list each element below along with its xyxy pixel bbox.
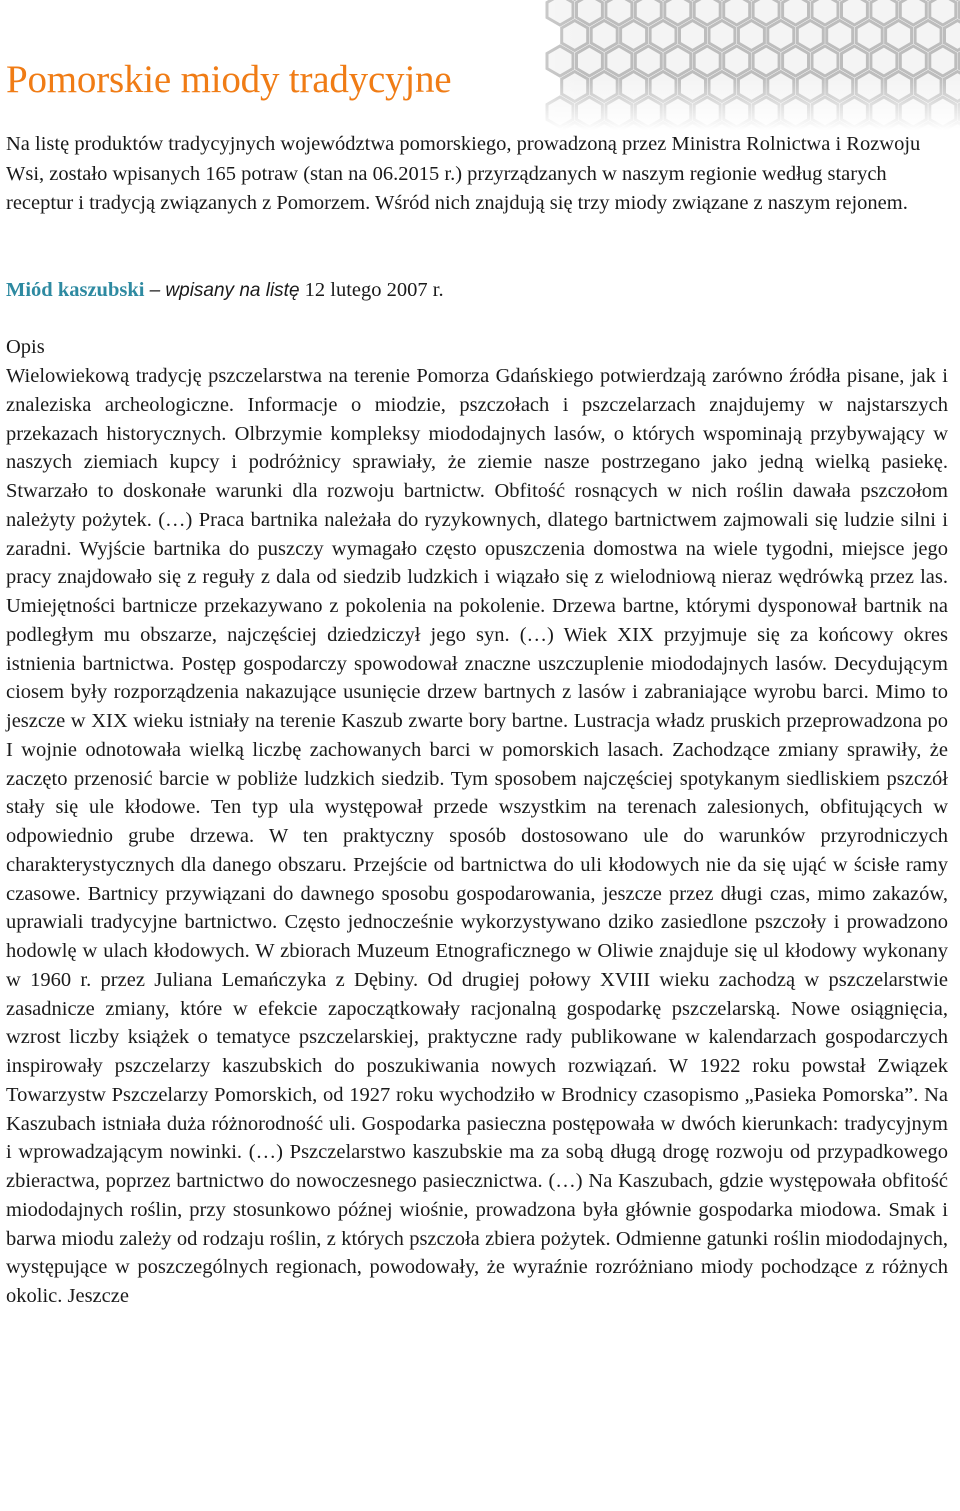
honey-added-label: – wpisany na listę <box>149 280 300 301</box>
honeycomb-decoration <box>380 0 960 130</box>
intro-paragraph: Na listę produktów tradycyjnych województwa pomorskiego, prowadzoną przez Ministra Rolnictwa i Rozwoju Wsi, zostało wpisanych 165 potraw (stan na 06.2015 r.) przyrządzanych w naszym regionie według starych receptur i tradycją związanych z Pomorzem. Wśród nich znajdują się trzy miody związane z naszym rejonem. <box>6 133 921 214</box>
page-title: Pomorskie miody tradycyjne <box>6 58 452 101</box>
honey-date: 12 lutego 2007 r. <box>304 279 444 301</box>
description-paragraph: Wielowiekową tradycję pszczelarstwa na terenie Pomorza Gdańskiego potwierdzają zarówno źródła pisane, jak i znaleziska archeologiczne. Informacje o miodzie, pszczołach i pszczelarzach znajdujemy w najstarszych przekazach historycznych. Olbrzymie kompleksy miododajnych lasów, o których wspominają przybywający w naszych ziemiach kupcy i podróżnicy sprawiały, że ziemie nasze postrzegano jako jedną wielką pasiekę. Stwarzało to doskonałe warunki dla rozwoju bartnictw. Obfitość rosnących w nich roślin dawała pszczołom należyty pożytek. (…) Praca bartnika należała do ryzykownych, dlatego bartnictwem zajmowali się ludzie silni i zaradni. Wyjście bartnika do puszczy wymagało często opuszczenia domostwa na wiele tygodni, miejsce jego pracy znajdowało się z reguły z dala od siedzib ludzkich i wiązało się z wielodniową nieraz wędrówką przez las. Umiejętności bartnicze przekazywano z pokolenia na pokolenie. Drzewa bartne, którymi dysponował bartnik na podległym mu obszarze, najczęściej dziedziczył jego syn. (…) Wiek XIX przyjmuje się za końcowy okres istnienia bartnictwa. Postęp gospodarczy spowodował znaczne uszczuplenie miododajnych lasów. Decydującym ciosem były rozporządzenia nakazujące usunięcie drzew bartnych z lasów i zabraniające wyrobu barci. Mimo to jeszcze w XIX wieku istniały na terenie Kaszub zwarte bory bartne. Lustracja władz pruskich przeprowadzona po I wojnie odnotowała wielką liczbę zachowanych barci w pomorskich lasach. Zachodzące zmiany sprawiły, że zaczęto przenosić barcie w pobliże ludzkich siedzib. Tym sposobem najczęściej spotykanym siedliskiem pszczół stały się ule kłodowe. Ten typ ula występował przede wszystkim na terenach zalesionych, obfitujących w odpowiednio grube drzewa. W ten praktyczny sposób dostosowano ule do warunków przyrodniczych charakterystycznych dla danego obszaru. Przejście od bartnictwa do uli kłodowych nie da się ująć w ścisłe ramy czasowe. Bartnicy przywiązani do dawnego sposobu gospodarowania, jeszcze przez długi czas, mimo zakazów, uprawiali tradycyjne bartnictwo. Często jednocześnie wykorzystywano dziko zasiedlone pszczoły i prowadzono hodowlę w ulach kłodowych. W zbiorach Muzeum Etnograficznego w Oliwie znajduje się ul kłodowy wykonany w 1960 r. przez Juliana Lemańczyka z Dębiny. Od drugiej połowy XVIII wieku zachodzą w pszczelarstwie zasadnicze zmiany, które w efekcie zapoczątkowały racjonalną gospodarkę pszczelarską. Nowe osiągnięcia, wzrost liczby książek o tematyce pszczelarskiej, praktyczne rady publikowane w kalendarzach gospodarczych inspirowały pszczelarzy kaszubskich do poszukiwania nowych rozwiązań. W 1922 roku powstał Związek Towarzystw Pszczelarzy Pomorskich, od 1927 roku wychodziło w Brodnicy czasopismo „Pasieka Pomorska”. Na Kaszubach istniała duża różnorodność uli. Gospodarka pasieczna postępowała w dwóch kierunkach: tradycyjnym i wprowadzającym nowinki. (…) Pszczelarstwo kaszubskie ma za sobą długą drogę rozwoju od przypadkowego zbieractwa, poprzez bartnictwo do nowoczesnego pasiecznictwa. (…) Na Kaszubach, gdzie występowała obfitość miododajnych roślin, przy stosunkowo późnej wiośnie, prowadzona była głównie gospodarka miodowa. Smak i barwa miodu zależy od rodzaju roślin, z których pszczoła zbiera pożytek. Odmienne gatunki roślin miododajnych, występujące w poszczególnych regionach, powodowały, że wyraźnie rozróżniano miody pochodzące z różnych okolic. Jeszcze <box>6 365 948 1307</box>
honey-name: Miód kaszubski <box>6 279 145 301</box>
honey-entry <box>6 276 444 306</box>
section-label: Opis <box>6 336 45 358</box>
